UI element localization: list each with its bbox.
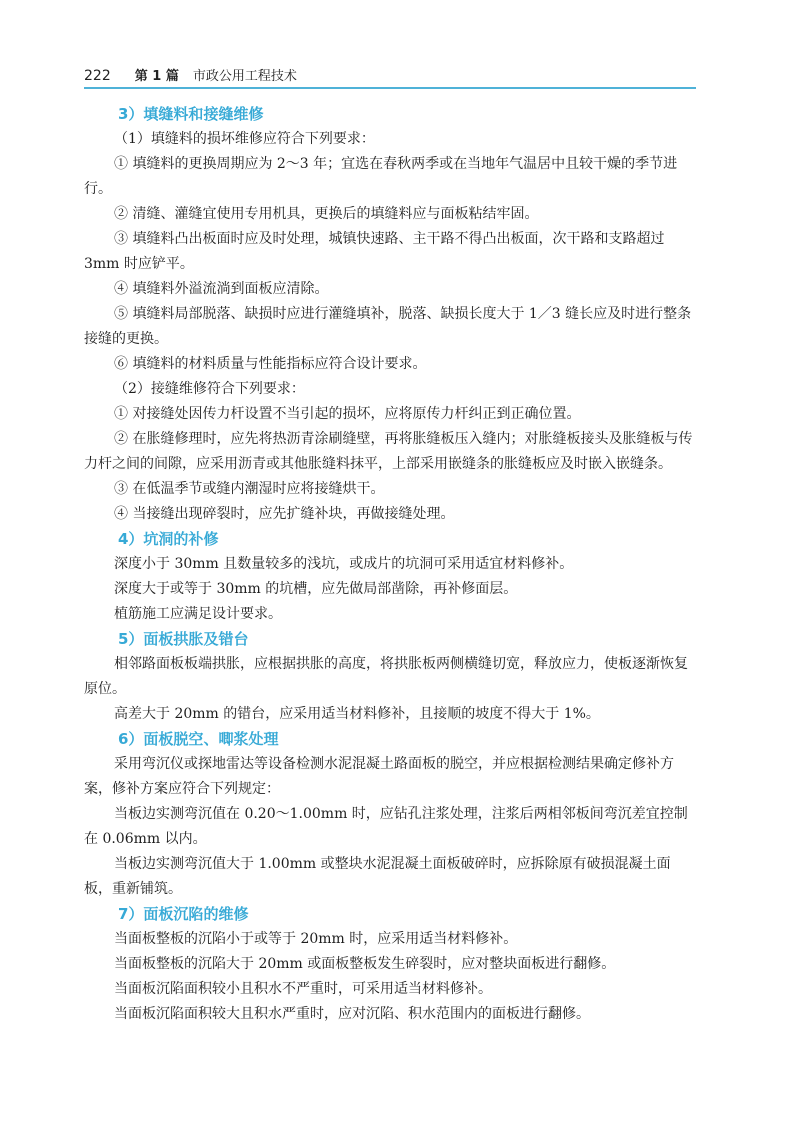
section-4 <box>114 527 698 627</box>
paragraph-text: 当板边实测弯沉值在 0.20～1.00mm 时，应钻孔注浆处理，注浆后两相邻板间弯沉差宜控制在 0.06mm 以内。 <box>84 806 688 847</box>
section-heading: 6）面板脱空、唧浆处理 <box>118 730 279 748</box>
section-heading: 5）面板拱胀及错台 <box>118 630 249 648</box>
section-heading: 7）面板沉陷的维修 <box>118 905 249 923</box>
section-heading: 3）填缝料和接缝维修 <box>118 105 264 123</box>
paragraph: （2）接缝维修符合下列要求： <box>114 381 305 397</box>
paragraph: 深度小于 30mm 且数量较多的浅坑，或成片的坑洞可采用适宜材料修补。 <box>114 556 574 572</box>
paragraph-text: 采用弯沉仪或探地雷达等设备检测水泥混凝土路面板的脱空，并应根据检测结果确定修补方案，修补方案应符合下列规定： <box>84 756 674 797</box>
paragraph-text: ⑤ 填缝料局部脱落、缺损时应进行灌缝填补，脱落、缺损长度大于 1／3 缝长应及时进行整条接缝的更换。 <box>84 306 692 347</box>
paragraph <box>84 752 698 802</box>
paragraph <box>84 427 698 477</box>
part-title: 市政公用工程技术 <box>192 69 297 84</box>
page-number: 222 <box>84 68 111 84</box>
paragraph: （1）填缝料的损坏维修应符合下列要求： <box>114 131 375 147</box>
paragraph <box>84 852 698 902</box>
paragraph: 当面板沉陷面积较小且积水不严重时，可采用适当材料修补。 <box>114 981 492 997</box>
section-heading: 4）坑洞的补修 <box>118 530 219 548</box>
paragraph: 当面板沉陷面积较大且积水严重时，应对沉陷、积水范围内的面板进行翻修。 <box>114 1006 590 1022</box>
paragraph: 当面板整板的沉陷小于或等于 20mm 时，应采用适当材料修补。 <box>114 931 518 947</box>
paragraph-text: ① 填缝料的更换周期应为 2～3 年；宜选在春秋两季或在当地年气温居中且较干燥的季节进行。 <box>84 156 678 197</box>
paragraph <box>84 302 698 352</box>
paragraph: ② 清缝、灌缝宜使用专用机具，更换后的填缝料应与面板粘结牢固。 <box>114 206 539 222</box>
paragraph-text: 当板边实测弯沉值大于 1.00mm 或整块水泥混凝土面板破碎时，应拆除原有破损混凝土面板，重新铺筑。 <box>84 856 671 897</box>
paragraph <box>84 227 698 277</box>
paragraph <box>84 802 698 852</box>
paragraph: ④ 当接缝出现碎裂时，应先扩缝补块，再做接缝处理。 <box>114 506 455 522</box>
part-label: 第 1 篇 <box>134 69 179 84</box>
paragraph: ④ 填缝料外溢流淌到面板应清除。 <box>114 281 329 297</box>
paragraph: 深度大于或等于 30mm 的坑槽，应先做局部凿除，再补修面层。 <box>114 581 518 597</box>
paragraph: ③ 在低温季节或缝内潮湿时应将接缝烘干。 <box>114 481 385 497</box>
paragraph: ① 对接缝处因传力杆设置不当引起的损坏，应将原传力杆纠正到正确位置。 <box>114 406 581 422</box>
paragraph-text: 相邻路面板板端拱胀，应根据拱胀的高度，将拱胀板两侧横缝切宽，释放应力，使板逐渐恢复原位。 <box>84 656 688 697</box>
section-6 <box>84 727 698 902</box>
paragraph: 植筋施工应满足设计要求。 <box>114 606 282 622</box>
paragraph: 高差大于 20mm 的错台，应采用适当材料修补，且接顺的坡度不得大于 1%。 <box>114 706 600 722</box>
paragraph: ⑥ 填缝料的材料质量与性能指标应符合设计要求。 <box>114 356 427 372</box>
paragraph <box>84 152 698 202</box>
page-header <box>84 60 696 84</box>
page-body <box>84 102 698 1027</box>
paragraph <box>84 652 698 702</box>
section-7 <box>114 902 698 1027</box>
section-5 <box>84 627 698 727</box>
paragraph-text: ② 在胀缝修理时，应先将热沥青涂刷缝壁，再将胀缝板压入缝内；对胀缝板接头及胀缝板与传力杆之间的间隙，应采用沥青或其他胀缝料抹平，上部采用嵌缝条的胀缝板应及时嵌入嵌缝条。 <box>84 431 693 472</box>
header-rule <box>84 87 696 89</box>
paragraph: 当面板整板的沉陷大于 20mm 或面板整板发生碎裂时，应对整块面板进行翻修。 <box>114 956 616 972</box>
paragraph-text: ③ 填缝料凸出板面时应及时处理，城镇快速路、主干路不得凸出板面，次干路和支路超过 3mm 时应铲平。 <box>84 231 665 272</box>
section-3 <box>84 102 698 527</box>
